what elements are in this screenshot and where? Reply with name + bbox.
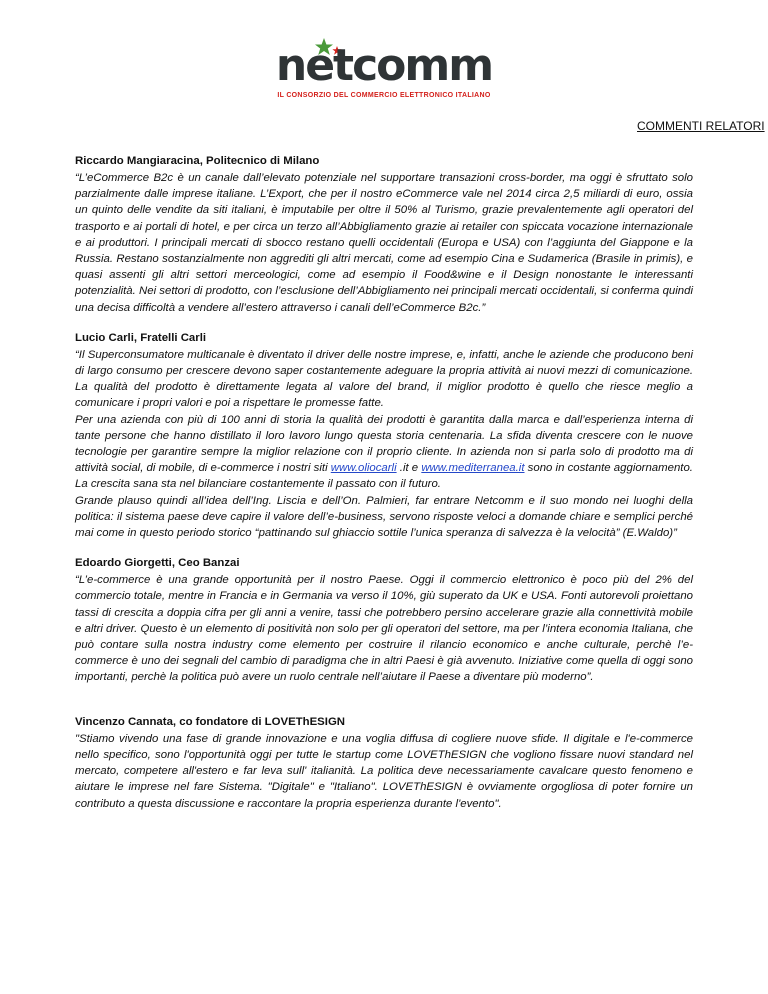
comment-text: "Stiamo vivendo una fase di grande innovazione e una voglia diffusa di cogliere nuove sfide. Il digitale e l'e-commerce nello specifico, sono l'opportunità oggi per tutte le startup come LOVEThESIGN che vogliono fissare nuovi standard nel mercato, competere all'estero e far leva sull' italianità. La politica deve necessariamente cavalcare questo fenomeno e aiutare le imprese nel fare Sistema. "Digitale" e "Italiano". LOVEThESIGN è ovviamente orgogliosa di poter fornire un contributo a questa discussione e raccontare la propria esperienza durante l'evento". [75, 732, 693, 810]
comment-text: “Il Superconsumatore multicanale è diventato il driver delle nostre imprese, e, infatti, anche le aziende che producono beni di largo consumo per crescere devono saper costantemente adeguare la propria attività ai nuovi mezzi di comunicazione. La qualità del prodotto è direttamente legata al valore del brand, il miglior prodotto è quello che riesce meglio a comunicare i propri valori e poi a rispettare le promesse fatte. [75, 348, 693, 410]
speaker-name: Vincenzo Cannata, co fondatore di LOVEThESIGN [75, 715, 346, 728]
comment-section [75, 714, 693, 812]
comment-section [75, 153, 693, 316]
mediterranea-link[interactable]: www.mediterranea.it [421, 462, 525, 475]
comment-section [75, 555, 693, 685]
comment-text-part: Per una azienda con più di 100 anni di storia la qualità dei prodotti è garantita dalla marca e dall’esperienza interna di tante persone che hanno distillato il loro lavoro lungo questa storia centenaria. La sfida diventa crescere con le nuove tecnologie per garantire sempre la miglior relazione con il proprio cliente. In azienda non si parla solo di prodotto ma di attività social, di mobile, di e-commerce i nostri siti [75, 413, 693, 475]
comment-text-part: sono in costante aggiornamento. La crescita sana sta nel bilanciare costantemente il passato con il futuro. [75, 462, 693, 491]
logo-wordmark: netcomm [275, 40, 493, 91]
comment-text: “L’e-commerce è una grande opportunità per il nostro Paese. Oggi il commercio elettronico è poco più del 2% del commercio totale, mentre in Francia e in Germania va verso il 10%, giù superato da UK e USA. Fonti autorevoli proiettano tassi di crescita a doppia cifra per gli anni a venire, tassi che potrebbero persino accelerare grazie alla connettività mobile e altri driver. Questo è un elemento di positività non solo per gli operatori del settore, ma per l’intera economia Italiana, che può contare sulla nostra industry come elemento per costruire il rilancio economico e anche culturale, perchè l’e-commerce è uno dei segnali del cambio di paradigma che in altri Paesi è già avvenuto. Iniziative come quella di oggi sono importanti, perchè la politica può avere un ruolo centrale nell’aiutare il Paese a diventare più moderno”. [75, 574, 693, 684]
oliocarli-link[interactable]: www.oliocarli [330, 462, 397, 475]
document-body [75, 153, 693, 826]
comment-text: “L’eCommerce B2c è un canale dall’elevato potenziale nel supportare transazioni cross-border, ma oggi è sfruttato solo parzialmente dalle imprese italiane. L’Export, che per il nostro eCommerce vale nel 2014 circa 2,5 miliardi di euro, ossia un quinto delle vendite da siti italiani, è imputabile per oltre il 50% al Turismo, grazie prevalentemente agli operatori del trasporto e ai portali di hotel, e per circa un terzo all’Abbigliamento grazie ai retailer con spiccata vocazione internazionale e ai produttori. I principali mercati di sbocco restano quelli occidentali (Europa e USA) con l’aggiunta del Giappone e la Russia. Restano sostanzialmente non aggrediti gli altri mercati, come ad esempio Cina e Sudamerica (Brasile in primis), e quasi assenti gli altri settori merceologici, come ad esempio il Food&wine e il Design nonostante le interessanti potenzialità. Nei settori di prodotto, con l’esclusione dell’Abbigliamento nei principali mercati occidentali, si conferma quindi una decisa difficoltà a vendere all’estero attraverso i canali dell’eCommerce B2c.” [75, 172, 693, 314]
comment-text [75, 412, 693, 493]
comment-section [75, 330, 693, 541]
comment-text-part: .it e [396, 462, 422, 475]
speaker-name: Lucio Carli, Fratelli Carli [75, 331, 207, 344]
speaker-name: Edoardo Giorgetti, Ceo Banzai [75, 557, 240, 570]
page-heading: COMMENTI RELATORI [637, 119, 765, 133]
netcomm-logo [0, 40, 768, 104]
comment-text: Grande plauso quindi all’idea dell’Ing. Liscia e dell’On. Palmieri, far entrare Netcomm e il suo mondo nei luoghi della politica: il sistema paese deve capire il valore dell’e-business, servono risposte veloci a domande chiare e semplici perché mai come in questo periodo storico “pattinando sul ghiaccio sottile l’unica speranza di salvezza è la velocità” (E.Waldo)” [75, 494, 693, 540]
speaker-name: Riccardo Mangiaracina, Politecnico di Milano [75, 155, 320, 167]
logo-subtitle: IL CONSORZIO DEL COMMERCIO ELETTRONICO ITALIANO [277, 92, 491, 99]
spacer [75, 700, 693, 714]
